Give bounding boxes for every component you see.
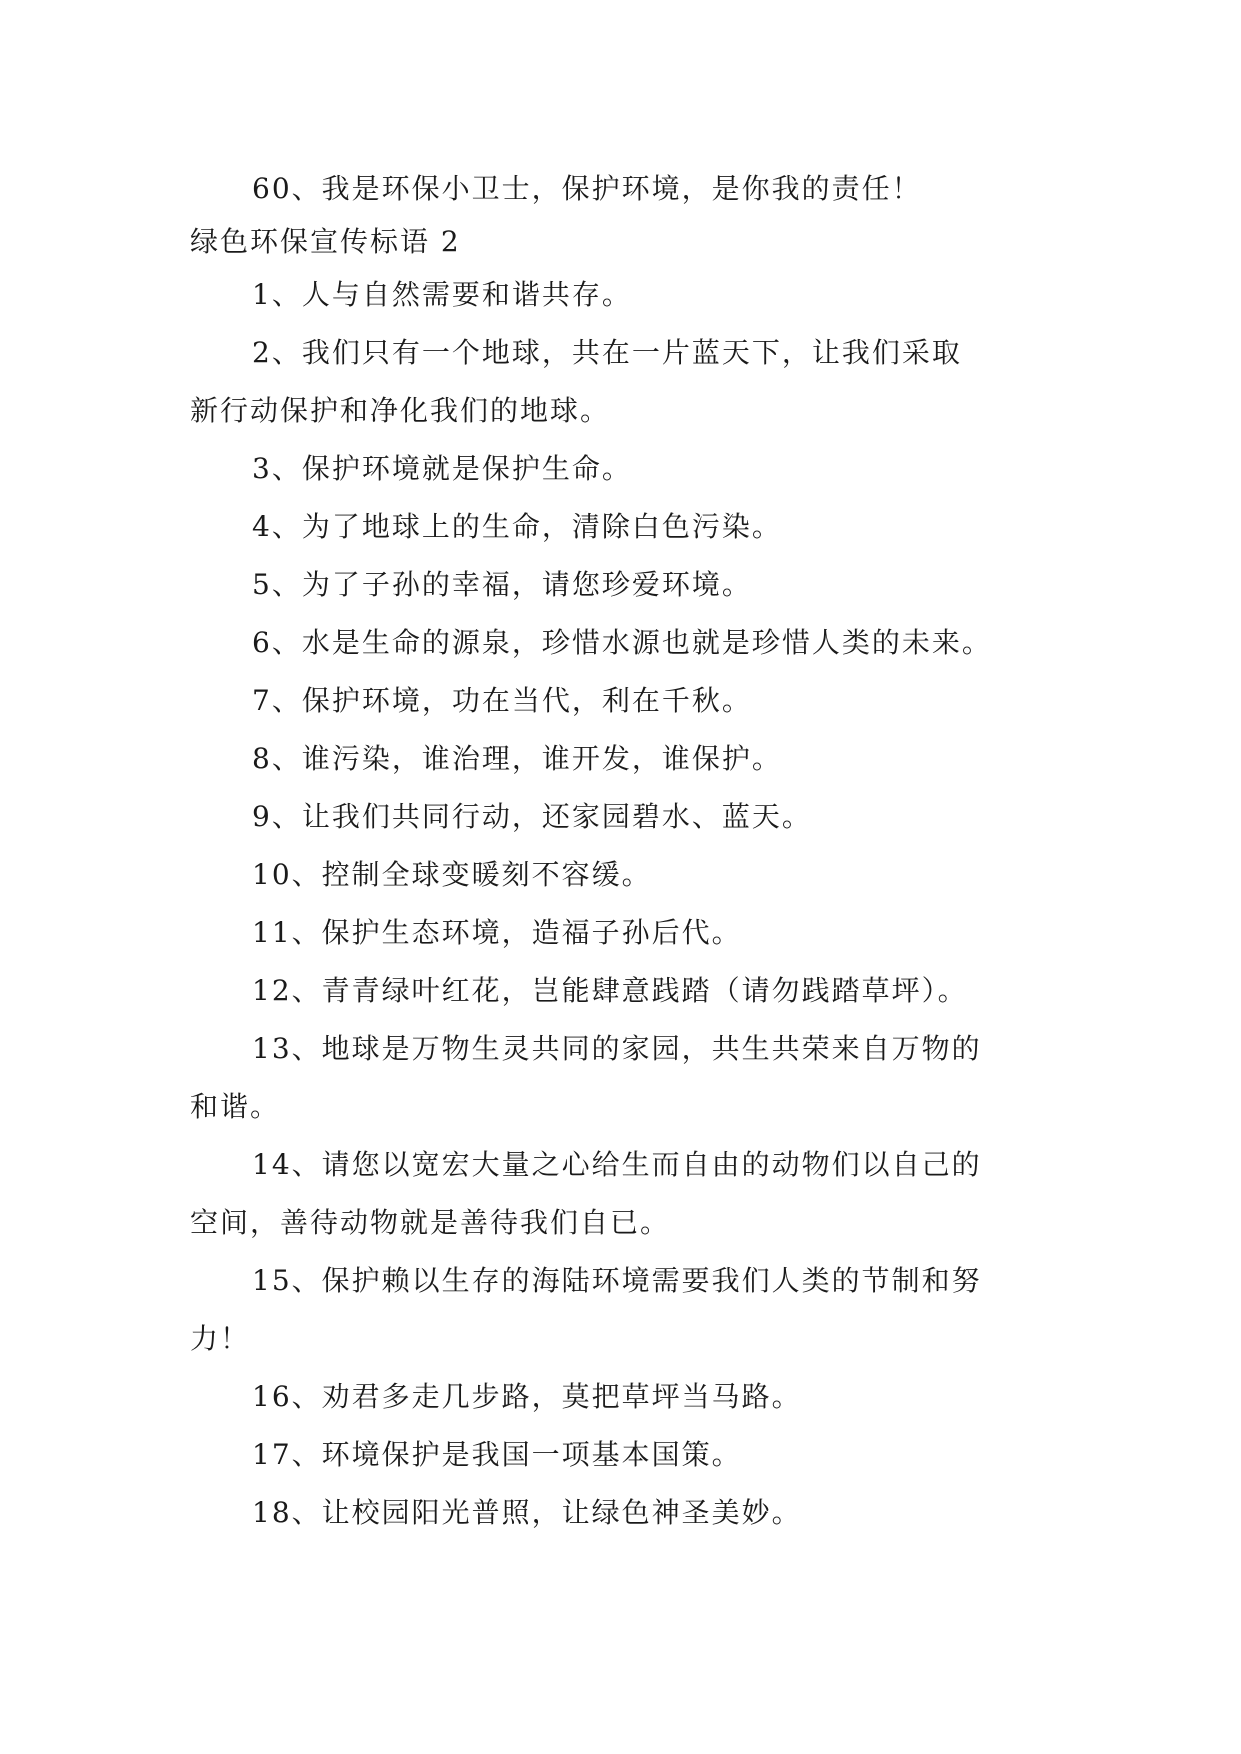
slogan-7: 7、保护环境，功在当代，利在千秋。 — [252, 684, 752, 717]
slogan-11: 11、保护生态环境，造福子孙后代。 — [252, 916, 742, 949]
slogan-14-line-1: 14、请您以宽宏大量之心给生而自由的动物们以自己的 — [252, 1148, 982, 1181]
slogan-14-line-2: 空间，善待动物就是善待我们自已。 — [190, 1206, 671, 1239]
slogan-17: 17、环境保护是我国一项基本国策。 — [252, 1438, 742, 1471]
slogan-15-line-2: 力！ — [190, 1322, 251, 1355]
slogan-18: 18、让校园阳光普照，让绿色神圣美妙。 — [252, 1496, 802, 1529]
slogan-13-line-2: 和谐。 — [190, 1090, 281, 1123]
slogan-2-line-2: 新行动保护和净化我们的地球。 — [190, 394, 611, 427]
slogan-15-line-1: 15、保护赖以生存的海陆环境需要我们人类的节制和努 — [252, 1264, 982, 1297]
slogan-3: 3、保护环境就是保护生命。 — [252, 452, 632, 485]
slogan-8: 8、谁污染，谁治理，谁开发，谁保护。 — [252, 742, 782, 775]
slogan-16: 16、劝君多走几步路，莫把草坪当马路。 — [252, 1380, 802, 1413]
slogan-1: 1、人与自然需要和谐共存。 — [252, 278, 632, 311]
slogan-12: 12、青青绿叶红花，岂能肆意践踏（请勿践踏草坪）。 — [252, 974, 968, 1007]
section-heading: 绿色环保宣传标语 2 — [190, 225, 461, 258]
slogan-4: 4、为了地球上的生命，清除白色污染。 — [252, 510, 782, 543]
slogan-10: 10、控制全球变暖刻不容缓。 — [252, 858, 652, 891]
slogan-6: 6、水是生命的源泉，珍惜水源也就是珍惜人类的未来。 — [252, 626, 992, 659]
document-body — [190, 160, 1070, 1542]
slogan-5: 5、为了子孙的幸福，请您珍爱环境。 — [252, 568, 752, 601]
slogan-60: 60、我是环保小卫士，保护环境，是你我的责任！ — [252, 172, 922, 205]
slogan-13-line-1: 13、地球是万物生灵共同的家园，共生共荣来自万物的 — [252, 1032, 982, 1065]
slogan-2-line-1: 2、我们只有一个地球，共在一片蓝天下，让我们采取 — [252, 336, 962, 369]
slogan-9: 9、让我们共同行动，还家园碧水、蓝天。 — [252, 800, 812, 833]
